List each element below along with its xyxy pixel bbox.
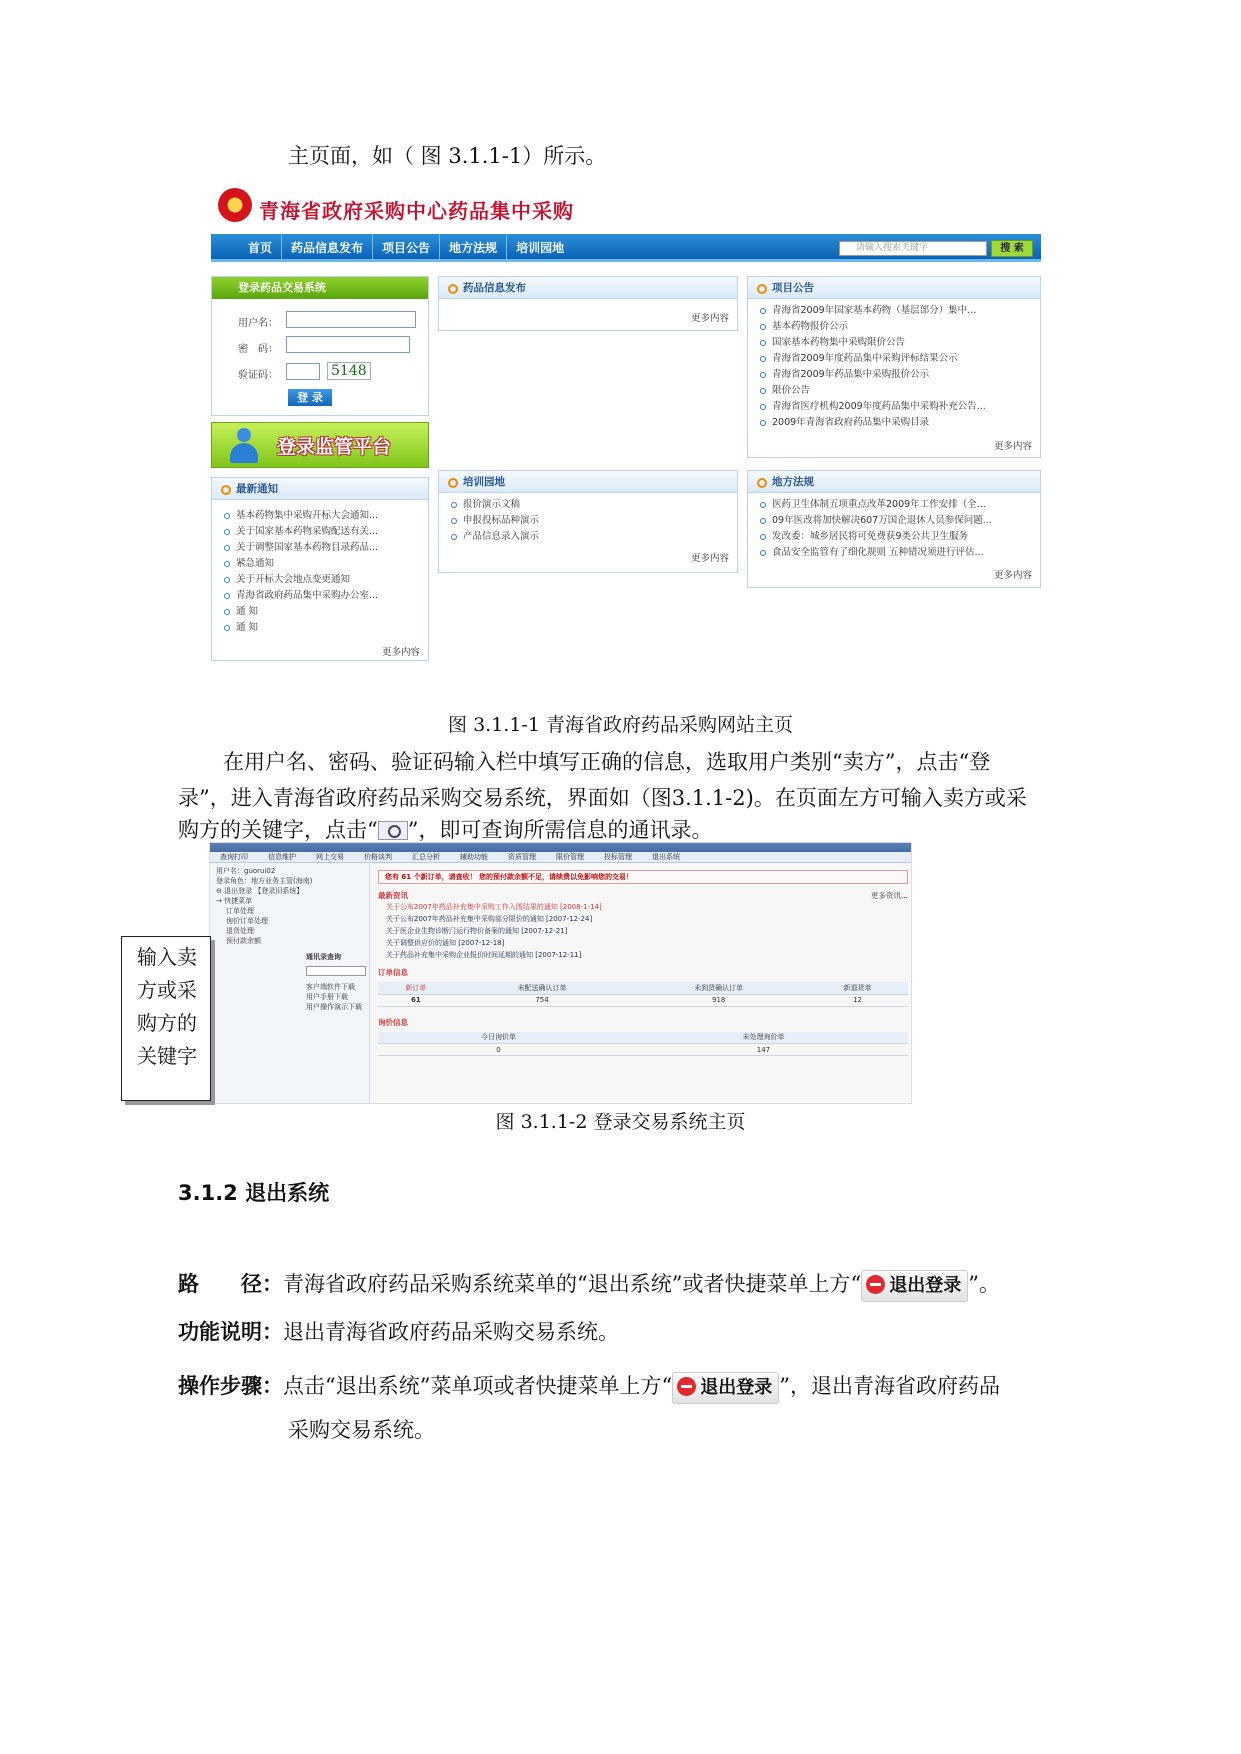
list-item[interactable]: 青海省医疗机构2009年度药品集中采购补充公告... (760, 399, 1040, 415)
regulations-panel (747, 470, 1041, 588)
list-item[interactable]: 申报投标品种演示 (451, 513, 737, 529)
more-link[interactable]: 更多内容 (381, 647, 420, 658)
list-item[interactable]: 国家基本药物集中采购限价公告 (760, 335, 1040, 351)
steps-line-2: 采购交易系统。 (288, 1418, 435, 1442)
table-header: 未处理询价单 (619, 1032, 908, 1044)
logout-button[interactable]: 退出登录 (672, 1372, 779, 1404)
nav-project-notice[interactable]: 项目公告 (373, 234, 440, 262)
list-item[interactable]: 基本药物报价公示 (760, 319, 1040, 335)
regulator-login-button[interactable] (211, 422, 429, 468)
username-input[interactable] (286, 311, 416, 328)
list-item[interactable]: 食品安全监管有了细化规则 五种错况须进行评估... (760, 545, 1040, 561)
section-title: 3.1.2 退出系统 (178, 1181, 330, 1205)
logout-link[interactable]: ⊖ 退出登录 【登录旧系统】 (216, 887, 304, 895)
list-item[interactable]: 09年医改将加快解决607万国企退休人员参保问题... (760, 513, 1040, 529)
table-header: 未配送确认订单 (454, 982, 631, 994)
site-title: 青海省政府采购中心药品集中采购 (259, 199, 574, 223)
list-item[interactable]: 关于开标大会地点变更通知 (224, 572, 428, 588)
paragraph-text: ”，即可查询所需信息的通讯录。 (407, 818, 713, 842)
trading-system-screenshot (209, 842, 912, 1104)
steps-text: 点击“退出系统”菜单项或者快捷菜单上方“ (283, 1374, 673, 1398)
latest-notice-title: 最新通知 (212, 478, 428, 500)
table-cell[interactable]: 754 (454, 994, 631, 1006)
more-link[interactable]: 更多内容 (690, 553, 729, 564)
search-button[interactable]: 搜 索 (991, 240, 1033, 257)
shortcut-title: → 快捷菜单 (216, 897, 253, 905)
table-cell[interactable]: 918 (630, 994, 807, 1006)
order-info-title: 订单信息 (378, 968, 408, 977)
list-item[interactable]: 青海省2009年度药品集中采购评标结果公示 (760, 351, 1040, 367)
captcha-image[interactable]: 5148 (327, 362, 371, 380)
menu-item[interactable]: 限价管理 (556, 853, 584, 861)
news-item[interactable]: 关于公布2007年药品补充集中采购部分限价的通知 [2007-12-24] (386, 915, 593, 923)
callout-line: 方或采 (137, 978, 197, 1002)
list-item[interactable]: 产品信息录入演示 (451, 529, 737, 545)
shortcut-sidebar (210, 863, 370, 1104)
magnifier-icon (378, 821, 408, 840)
list-item[interactable]: 基本药物集中采购开标大会通知... (224, 508, 428, 524)
captcha-label: 验证码： (238, 370, 278, 381)
system-main (378, 870, 908, 1056)
menu-item[interactable]: 查询打印 (220, 853, 248, 861)
minus-circle-icon (677, 1377, 696, 1396)
download-link[interactable]: 客户端软件下载 (306, 983, 355, 991)
directory-query-title: 通讯录查询 (306, 953, 341, 961)
table-header: 新退货单 (807, 982, 908, 994)
news-item[interactable]: 关于药品补充集中采购企业报价时间延期的通知 [2007-12-11] (386, 951, 582, 959)
menu-item[interactable]: 辅助功能 (460, 853, 488, 861)
menu-item[interactable]: 汇总分析 (412, 853, 440, 861)
news-item[interactable]: 关于医企业生物诊断门运行物价备案的通知 [2007-12-21] (386, 927, 568, 935)
captcha-input[interactable] (286, 363, 320, 380)
order-notice: 您有 61 个新订单，请查收！ 您的预付款余额不足，请续费以免影响您的交易！ (378, 870, 908, 884)
nav-home[interactable]: 首页 (239, 234, 282, 262)
password-input[interactable] (286, 336, 410, 353)
shortcut-inquiry[interactable]: 询价订单处理 (226, 917, 268, 925)
logout-button[interactable]: 退出登录 (861, 1270, 968, 1302)
table-cell[interactable]: 12 (807, 994, 908, 1006)
person-icon (228, 428, 260, 464)
list-item[interactable]: 医药卫生体制五项重点改革2009年工作安排（全... (760, 497, 1040, 513)
function-text: 退出青海省政府药品采购交易系统。 (283, 1320, 619, 1344)
steps-label: 操作步骤： (178, 1374, 283, 1398)
inquiry-info-title: 询价信息 (378, 1017, 408, 1027)
menu-item[interactable]: 退出系统 (652, 853, 680, 861)
list-item[interactable]: 报价演示文稿 (451, 497, 737, 513)
news-title: 最新资讯 更多资讯... (378, 891, 908, 900)
intro-line: 主页面，如（ 图 3.1.1-1）所示。 (288, 144, 607, 168)
table-cell[interactable]: 61 (378, 994, 454, 1006)
callout-line: 输入卖 (137, 945, 197, 969)
system-menu (210, 852, 912, 863)
callout-line: 关键字 (137, 1044, 197, 1068)
user-info: 用户名：guorui02 (216, 867, 276, 875)
shortcut-balance[interactable]: 预付款余额 (226, 937, 261, 945)
nav-regulations[interactable]: 地方法规 (440, 234, 507, 262)
path-line (178, 1266, 1000, 1302)
project-notice-title: 项目公告 (748, 277, 1040, 299)
menu-item[interactable]: 资质管理 (508, 853, 536, 861)
list-item[interactable]: 青海省2009年国家基本药物（基层部分）集中... (760, 303, 1040, 319)
figure-caption-2: 图 3.1.1-2 登录交易系统主页 (495, 1111, 746, 1133)
table-header: 今日询价单 (378, 1032, 619, 1044)
list-item[interactable]: 限价公告 (760, 383, 1040, 399)
list-item[interactable]: 青海省政府药品集中采购办公室... (224, 588, 428, 604)
table-header: 未到货确认订单 (630, 982, 807, 994)
menu-item[interactable]: 投标管理 (604, 853, 632, 861)
figure-caption-1: 图 3.1.1-1 青海省政府药品采购网站主页 (448, 714, 793, 736)
function-label: 功能说明： (178, 1320, 283, 1344)
list-item[interactable]: 紧急通知 (224, 556, 428, 572)
path-label: 路 径： (178, 1272, 283, 1296)
list-item[interactable]: 关于调整国家基本药物目录药品... (224, 540, 428, 556)
national-emblem-icon (218, 188, 252, 222)
paragraph-text: 购方的关键字，点击“ (178, 818, 378, 842)
download-link[interactable]: 用户操作演示下载 (306, 1003, 362, 1011)
username-label: 用户名： (238, 318, 278, 329)
regulator-label: 登录监管平台 (277, 436, 392, 458)
nav-bar (211, 234, 1041, 262)
table-cell[interactable]: 0 (378, 1044, 619, 1056)
drug-info-title: 药品信息发布 (439, 277, 737, 299)
steps-end: ”，退出青海省政府药品 (779, 1374, 1000, 1398)
login-button[interactable]: 登 录 (288, 389, 332, 406)
list-item[interactable]: 通 知 (224, 604, 428, 620)
news-item[interactable]: 关于公布2007年药品补充集中采购工作入围结果的通知 [2008-1-14] (386, 903, 602, 911)
paragraph-line: 在用户名、密码、验证码输入栏中填写正确的信息，选取用户类别“卖方”，点击“登 (223, 750, 991, 774)
drug-info-panel (438, 276, 738, 331)
user-role: 登录角色：地方业务主管(海南) (216, 877, 313, 885)
shortcut-returns[interactable]: 退货处理 (226, 927, 254, 935)
list-item[interactable]: 青海省2009年药品集中采购报价公示 (760, 367, 1040, 383)
list-item[interactable]: 通 知 (224, 620, 428, 636)
table-cell[interactable]: 147 (619, 1044, 908, 1056)
menu-item[interactable]: 网上交易 (316, 853, 344, 861)
shortcut-orders[interactable]: 订单处理 (226, 907, 254, 915)
keyword-input[interactable] (306, 966, 366, 976)
nav-training[interactable]: 培训园地 (516, 241, 565, 255)
list-item[interactable]: 关于国家基本药物采购配送有关... (224, 524, 428, 540)
more-link[interactable]: 更多内容 (690, 313, 729, 324)
nav-drug-info[interactable]: 药品信息发布 (282, 234, 373, 262)
menu-item[interactable]: 信息维护 (268, 853, 296, 861)
website-homepage-screenshot (211, 183, 1041, 661)
menu-item[interactable]: 价格谈判 (364, 853, 392, 861)
search-input[interactable]: 请输入搜索关键字 (839, 241, 987, 256)
callout-box (121, 936, 211, 1101)
table-header: 新订单 (378, 982, 454, 994)
function-line (178, 1314, 619, 1350)
list-item[interactable]: 发改委：城乡居民将可免费获9类公共卫生服务 (760, 529, 1040, 545)
password-label: 密 码： (238, 344, 278, 355)
more-link[interactable]: 更多内容 (993, 570, 1032, 581)
login-panel (211, 276, 429, 416)
training-panel (438, 470, 738, 573)
path-text: 青海省政府药品采购系统菜单的“退出系统”或者快捷菜单上方“ (283, 1272, 862, 1296)
steps-line (178, 1368, 1000, 1404)
download-link[interactable]: 用户手册下载 (306, 993, 348, 1001)
paragraph-line: 录”，进入青海省政府药品采购交易系统，界面如（图3.1.1-2)。在页面左方可输入卖方或采 (178, 786, 1027, 810)
order-table (378, 982, 908, 1007)
news-item[interactable]: 关于调整供应价的通知 [2007-12-18] (386, 939, 505, 947)
list-item[interactable]: 2009年青海省政府药品集中采购目录 (760, 415, 1040, 431)
callout-line: 购方的 (137, 1011, 197, 1035)
inquiry-table (378, 1032, 908, 1057)
login-title: 登录药品交易系统 (212, 277, 428, 299)
more-link[interactable]: 更多内容 (993, 441, 1032, 452)
training-title: 培训园地 (439, 471, 737, 493)
project-notice-panel (747, 276, 1041, 458)
news-more-link[interactable]: 更多资讯... (870, 891, 908, 900)
latest-notice-panel (211, 477, 429, 661)
regulations-title: 地方法规 (748, 471, 1040, 493)
minus-circle-icon (866, 1275, 885, 1294)
path-end: ”。 (968, 1272, 1000, 1296)
